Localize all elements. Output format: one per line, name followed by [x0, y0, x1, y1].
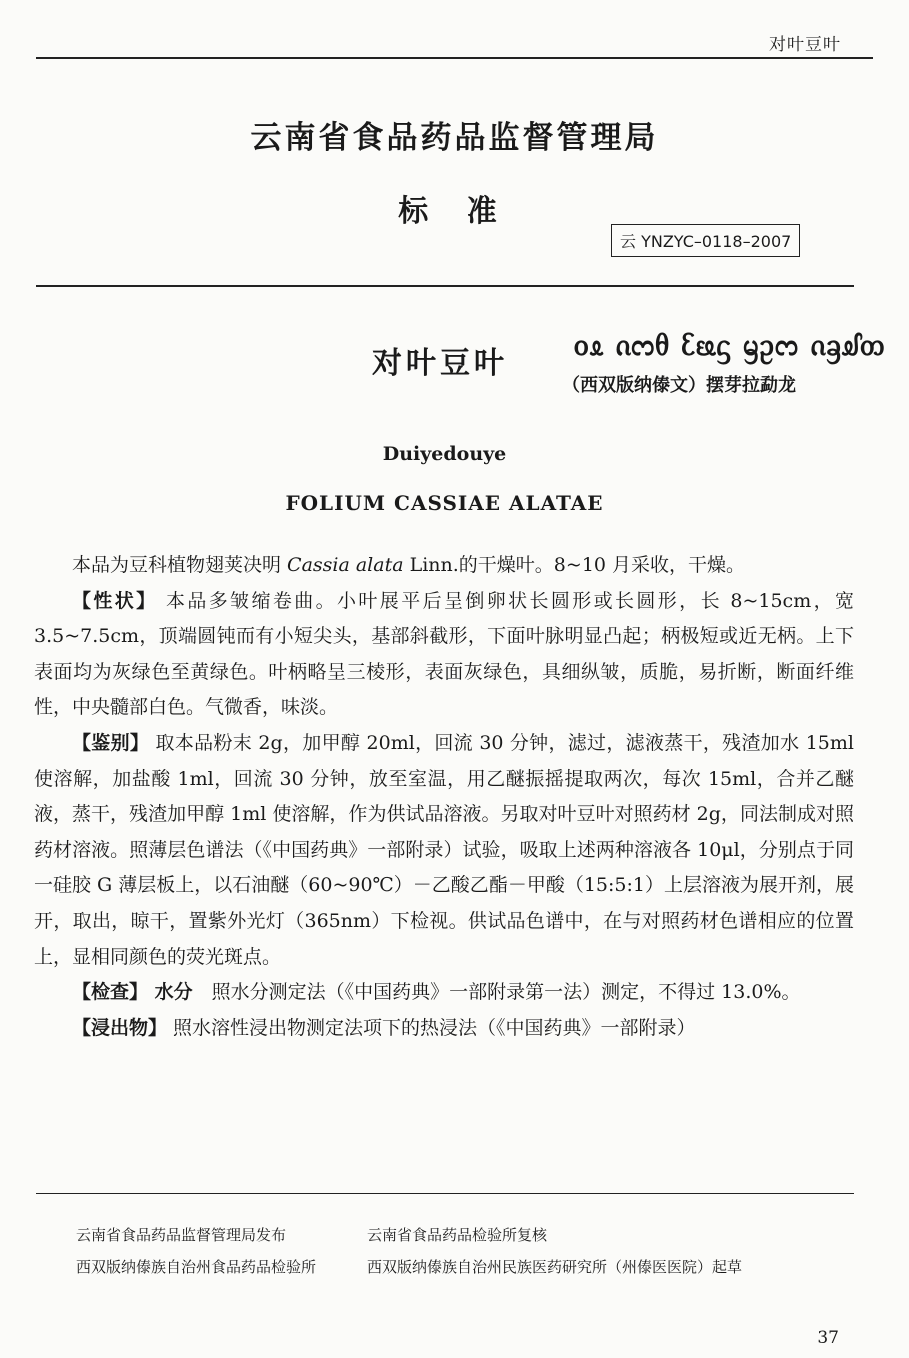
footer-publisher: 云南省食品药品监督管理局发布	[76, 1226, 287, 1244]
identification-label: 【鉴别】	[72, 731, 150, 754]
herb-dai-name: ᦞᦸ ᦵᦂᦲ ᦷᦕᦓ ᦙᦳᦂ ᦵᦃᦾᦎ	[574, 328, 886, 363]
footer-drafter-2: 西双版纳傣族自治州民族医药研究所（州傣医医院）起草	[367, 1258, 743, 1276]
footer-drafter-1: 西双版纳傣族自治州食品药品检验所	[76, 1258, 317, 1276]
page-number: 37	[817, 1328, 839, 1348]
standard-title: 标 准	[398, 194, 511, 229]
inspection-text: 照水分测定法（《中国药典》一部附录第一法）测定，不得过 13.0%。	[192, 981, 801, 1004]
identification-text: 取本品粉末 2g，加甲醇 20ml，回流 30 分钟，滤过，滤液蒸干，残渣加水 15ml 使溶解，加盐酸 1ml，回流 30 分钟，放至室温，用乙醚振摇提取两次，每次 15ml，合并乙醚液，蒸干，残渣加甲醇 1ml 使溶解，作为供试品溶液。另取对叶豆叶对照药材 2g，同法制成对照药材溶液。照薄层色谱法（《中国药典》一部附录）试验，吸取上述两种溶液各 10μl，分别点于同一硅胶 G 薄层板上，以石油醚（60~90℃）－乙酸乙酯－甲酸（15:5:1）上层溶液为展开剂，展开，取出，晾干，置紫外光灯（365nm）下检视。供试品色谱中，在与对照药材色谱相应的位置上，显相同颜色的荧光斑点。	[34, 731, 854, 968]
characters-paragraph	[34, 584, 854, 726]
herb-pinyin: Duiyedouye	[382, 443, 507, 465]
characters-text: 本品多皱缩卷曲。小叶展平后呈倒卵状长圆形或长圆形，长 8~15cm，宽 3.5~7.5cm，顶端圆钝而有小短尖头，基部斜截形，下面叶脉明显凸起；柄极短或近无柄。上下表面均为灰绿色至黄绿色。叶柄略呈三棱形，表面灰绿色，具细纵皱，质脆，易折断，断面纤维性，中央髓部白色。气微香，味淡。	[34, 589, 854, 719]
footer-reviewer: 云南省食品药品检验所复核	[367, 1226, 548, 1244]
title-rule	[36, 285, 854, 287]
identification-paragraph	[34, 726, 854, 975]
inspection-paragraph	[34, 975, 854, 1011]
inspection-label: 【检查】	[72, 981, 149, 1004]
extract-paragraph	[34, 1011, 854, 1047]
footer-rule	[36, 1193, 854, 1194]
header-rule	[36, 57, 873, 59]
intro-paragraph	[34, 548, 854, 584]
characters-label: 【性状】	[72, 589, 158, 612]
herb-dai-caption: （西双版纳傣文）摆芽拉勐龙	[562, 375, 796, 396]
monograph-body	[34, 548, 854, 1046]
extract-text: 照水溶性浸出物测定法项下的热浸法（《中国药典》一部附录）	[167, 1016, 696, 1039]
running-header: 对叶豆叶	[769, 35, 841, 55]
intro-text: 本品为豆科植物翅荚决明	[72, 554, 288, 576]
standard-code-box: 云 YNZYC–0118–2007	[611, 224, 800, 257]
inspection-subhead: 水分	[148, 981, 193, 1004]
herb-latin-name: FOLIUM CASSIAE ALATAE	[285, 491, 604, 515]
intro-text-end: Linn.的干燥叶。8~10 月采收，干燥。	[403, 554, 746, 576]
extract-label: 【浸出物】	[72, 1016, 168, 1039]
intro-latin: Cassia alata	[287, 554, 404, 576]
bureau-title: 云南省食品药品监督管理局	[250, 120, 659, 156]
herb-chinese-name: 对叶豆叶	[372, 346, 508, 381]
